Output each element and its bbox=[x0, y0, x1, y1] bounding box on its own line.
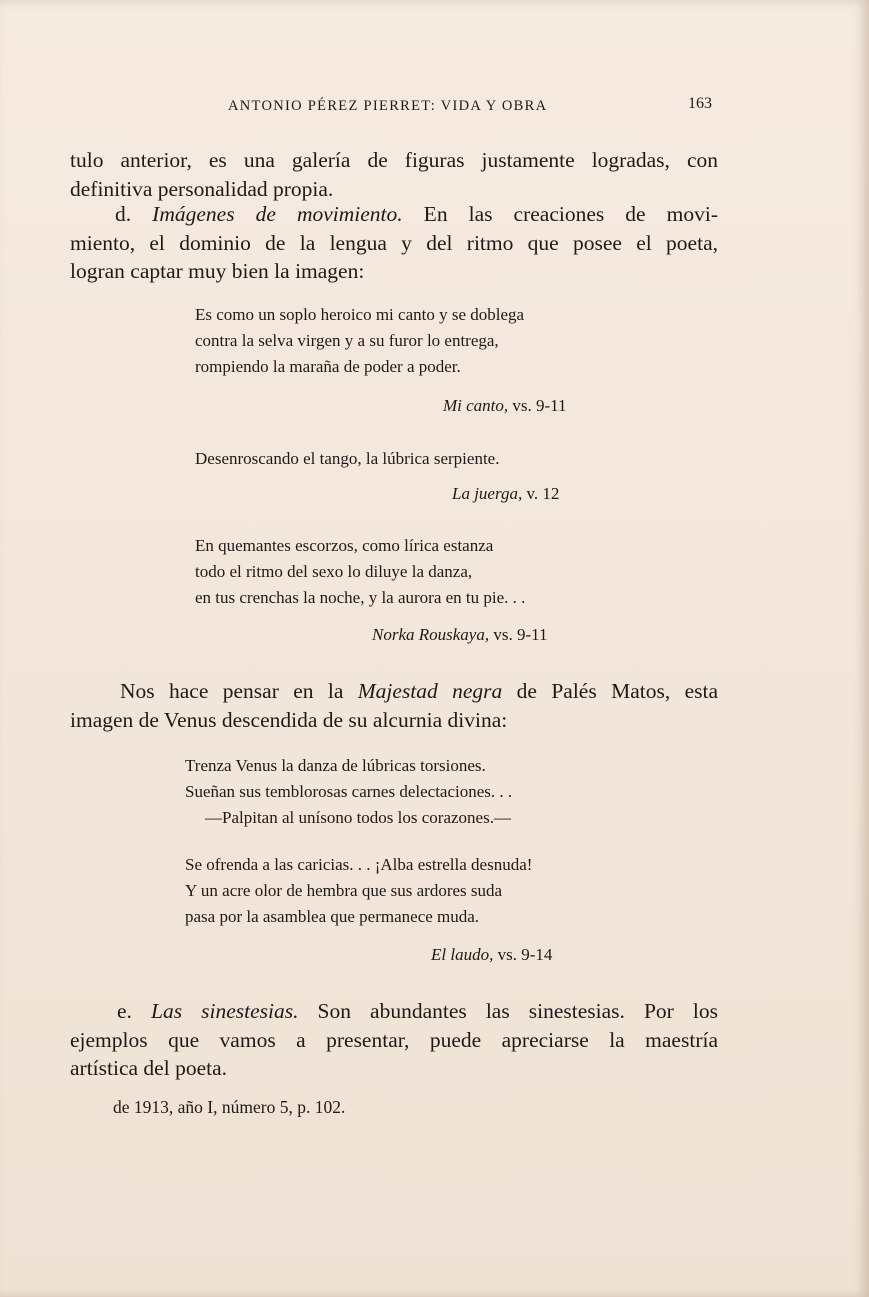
paragraph-line: definitiva personalidad propia. bbox=[70, 176, 334, 201]
paragraph-line: tulo anterior, es una galería de figuras justamente logradas, con bbox=[70, 148, 718, 172]
section-title: Las sinestesias. bbox=[150, 999, 299, 1023]
verse-source bbox=[452, 484, 559, 504]
verse-line: —Palpitan al unísono todos los corazones.— bbox=[205, 808, 511, 827]
paragraph-text: Nos hace pensar en la bbox=[120, 679, 358, 703]
verse-quote bbox=[195, 533, 525, 611]
source-reference: vs. 9-11 bbox=[489, 625, 548, 644]
source-title: Mi canto, bbox=[443, 396, 509, 415]
paragraph-text: En las creaciones de movi- bbox=[402, 202, 718, 226]
verse-stanza bbox=[185, 753, 512, 831]
verse-line: en tus crenchas la noche, y la aurora en tu pie. . . bbox=[195, 588, 526, 607]
paragraph-line: artística del poeta. bbox=[70, 1056, 227, 1080]
verse-line: Se ofrenda a las caricias. . . ¡Alba estrella desnuda! bbox=[185, 855, 533, 874]
verse-line: pasa por la asamblea que permanece muda. bbox=[185, 907, 480, 926]
verse-line: Sueñan sus temblorosas carnes delectaciones. . . bbox=[185, 782, 513, 801]
verse-stanza bbox=[185, 852, 532, 930]
source-reference: vs. 9-14 bbox=[493, 945, 553, 964]
paragraph-line: ejemplos que vamos a presentar, puede apreciarse la maestría bbox=[70, 1027, 718, 1052]
verse-line: rompiendo la maraña de poder a poder. bbox=[195, 357, 461, 376]
verse-quote bbox=[195, 302, 524, 380]
venus-paragraph bbox=[70, 677, 718, 734]
paragraph-line bbox=[70, 677, 718, 706]
source-reference: v. 12 bbox=[522, 484, 560, 503]
verse-line: Desenroscando el tango, la lúbrica serpiente. bbox=[195, 449, 500, 468]
source-title: El laudo, bbox=[431, 945, 494, 964]
footnote: de 1913, año I, número 5, p. 102. bbox=[113, 1097, 346, 1117]
source-title: Norka Rouskaya, bbox=[372, 625, 490, 644]
verse-line: Y un acre olor de hembra que sus ardores suda bbox=[185, 881, 503, 900]
paragraph-text: de Palés Matos, esta bbox=[502, 679, 718, 703]
verse-source bbox=[431, 945, 552, 965]
verse-line: Es como un soplo heroico mi canto y se doblega bbox=[195, 305, 525, 324]
running-header: ANTONIO PÉREZ PIERRET: VIDA Y OBRA bbox=[228, 98, 548, 114]
section-marker: d. bbox=[115, 202, 132, 226]
paragraph-line bbox=[70, 997, 718, 1026]
verse-source bbox=[372, 625, 548, 645]
source-reference: vs. 9-11 bbox=[508, 396, 567, 415]
verse-line: En quemantes escorzos, como lírica estanza bbox=[195, 536, 494, 555]
section-d-paragraph bbox=[70, 200, 718, 286]
page-number: 163 bbox=[688, 95, 712, 112]
work-title: Majestad negra bbox=[357, 679, 503, 703]
source-title: La juerga, bbox=[452, 484, 523, 503]
verse-line: todo el ritmo del sexo lo diluye la danza, bbox=[195, 562, 473, 581]
paragraph-line: logran captar muy bien la imagen: bbox=[70, 259, 365, 283]
section-e-paragraph bbox=[70, 997, 718, 1083]
paragraph-line: imagen de Venus descendida de su alcurnia divina: bbox=[70, 707, 508, 732]
verse-quote bbox=[195, 446, 499, 472]
verse-line: Trenza Venus la danza de lúbricas torsiones. bbox=[185, 756, 486, 775]
intro-paragraph bbox=[70, 146, 718, 203]
section-marker: e. bbox=[117, 999, 132, 1023]
verse-line: contra la selva virgen y a su furor lo entrega, bbox=[195, 331, 499, 350]
paragraph-line bbox=[70, 200, 718, 229]
verse-source bbox=[443, 396, 567, 416]
section-title: Imágenes de movimiento. bbox=[152, 202, 403, 226]
paragraph-text: Son abundantes las sinestesias. Por los bbox=[298, 999, 718, 1023]
paragraph-line: miento, el dominio de la lengua y del ritmo que posee el poeta, bbox=[70, 230, 718, 255]
